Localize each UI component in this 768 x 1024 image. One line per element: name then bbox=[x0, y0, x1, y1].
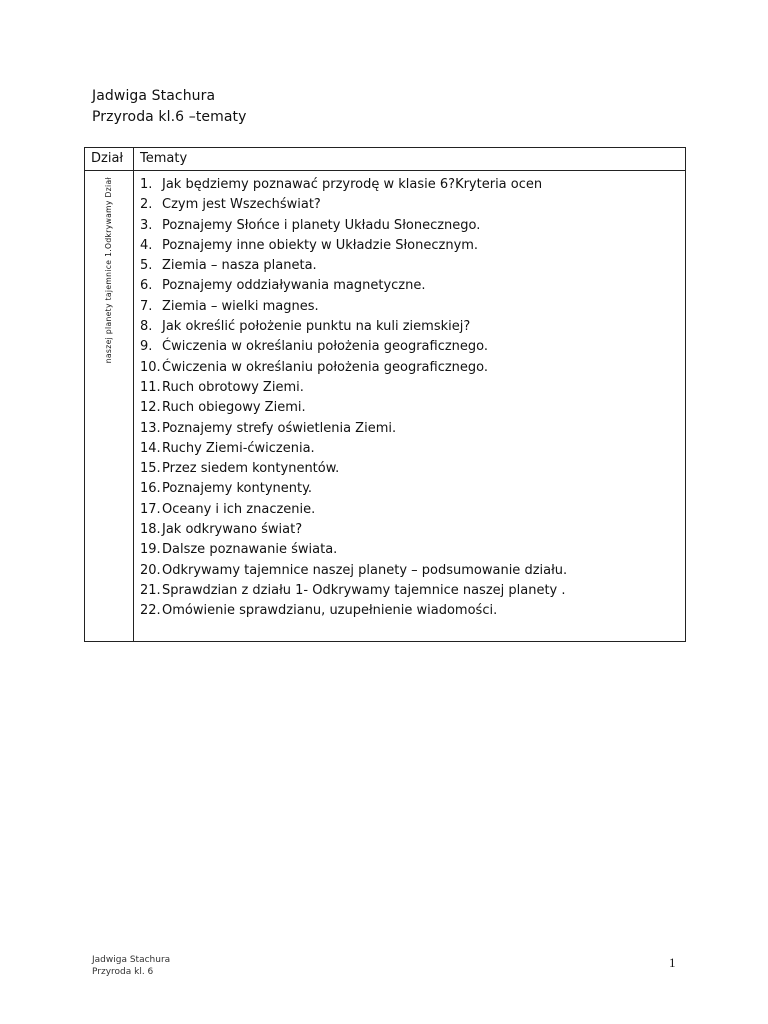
topic-text: Czym jest Wszechświat? bbox=[162, 197, 321, 213]
topic-number: 12. bbox=[140, 400, 161, 416]
column-header-topics: Tematy bbox=[134, 148, 686, 171]
list-item bbox=[140, 520, 685, 540]
list-item bbox=[140, 500, 685, 520]
topic-number: 19. bbox=[140, 542, 161, 558]
topics-table bbox=[84, 147, 686, 642]
topic-text: Poznajemy strefy oświetlenia Ziemi. bbox=[162, 420, 397, 436]
topic-text: Omówienie sprawdzianu, uzupełnienie wiadomości. bbox=[162, 603, 498, 619]
list-item bbox=[140, 378, 685, 398]
topic-text: Jak określić położenie punktu na kuli ziemskiej? bbox=[162, 319, 471, 335]
topic-text: Ruch obrotowy Ziemi. bbox=[162, 379, 304, 395]
list-item bbox=[140, 236, 685, 256]
topic-text: Ruch obiegowy Ziemi. bbox=[162, 400, 306, 416]
list-item bbox=[140, 479, 685, 499]
section-label: naszej planety tajemnice 1.Odkrywamy Dział bbox=[104, 177, 113, 364]
topic-text: Ćwiczenia w określaniu położenia geograficznego. bbox=[162, 359, 489, 375]
footer-author: Jadwiga Stachura bbox=[92, 955, 171, 965]
topic-number: 14. bbox=[140, 440, 161, 456]
list-item bbox=[140, 398, 685, 418]
topic-number: 17. bbox=[140, 501, 161, 517]
topic-text: Poznajemy kontynenty. bbox=[162, 481, 313, 497]
list-item bbox=[140, 439, 685, 459]
list-item bbox=[140, 459, 685, 479]
list-item bbox=[140, 195, 685, 215]
topic-number: 3. bbox=[140, 217, 153, 233]
list-item bbox=[140, 601, 685, 621]
topic-number: 7. bbox=[140, 298, 153, 314]
list-item bbox=[140, 175, 685, 195]
topic-number: 5. bbox=[140, 258, 153, 274]
topic-text: Ruchy Ziemi-ćwiczenia. bbox=[162, 440, 315, 456]
page-number: 1 bbox=[669, 955, 676, 970]
topic-number: 16. bbox=[140, 481, 161, 497]
topics-cell bbox=[134, 171, 686, 642]
list-item bbox=[140, 297, 685, 317]
list-item bbox=[140, 581, 685, 601]
topic-number: 4. bbox=[140, 237, 153, 253]
topic-number: 15. bbox=[140, 461, 161, 477]
topic-number: 9. bbox=[140, 339, 153, 355]
list-item bbox=[140, 419, 685, 439]
list-item bbox=[140, 540, 685, 560]
topic-number: 22. bbox=[140, 603, 161, 619]
footer-subject: Przyroda kl. 6 bbox=[92, 967, 154, 977]
topic-text: Dalsze poznawanie świata. bbox=[162, 542, 338, 558]
topic-number: 2. bbox=[140, 197, 153, 213]
topic-text: Ziemia – wielki magnes. bbox=[162, 298, 319, 314]
list-item bbox=[140, 561, 685, 581]
topic-number: 21. bbox=[140, 582, 161, 598]
header-subject: Przyroda kl.6 –tematy bbox=[92, 109, 247, 125]
list-item bbox=[140, 276, 685, 296]
topic-list bbox=[134, 171, 685, 622]
list-item bbox=[140, 256, 685, 276]
header-author: Jadwiga Stachura bbox=[92, 88, 216, 104]
document-header bbox=[92, 86, 247, 128]
topic-text: Jak będziemy poznawać przyrodę w klasie 6?Kryteria ocen bbox=[162, 177, 543, 192]
list-item bbox=[140, 317, 685, 337]
topic-text: Ziemia – nasza planeta. bbox=[162, 258, 317, 274]
section-cell bbox=[85, 171, 134, 642]
topic-number: 20. bbox=[140, 562, 161, 578]
topic-text: Jak odkrywano świat? bbox=[162, 522, 303, 538]
list-item bbox=[140, 358, 685, 378]
topic-number: 6. bbox=[140, 278, 153, 294]
topic-text: Sprawdzian z działu 1- Odkrywamy tajemnice naszej planety . bbox=[162, 582, 566, 598]
topic-text: Poznajemy oddziaływania magnetyczne. bbox=[162, 278, 426, 294]
topic-text: Oceany i ich znaczenie. bbox=[162, 501, 316, 517]
topic-number: 11. bbox=[140, 379, 161, 395]
table-row bbox=[85, 171, 686, 642]
table-header-row bbox=[85, 148, 686, 171]
topic-text: Poznajemy Słońce i planety Układu Słonecznego. bbox=[162, 217, 481, 233]
topic-number: 13. bbox=[140, 420, 161, 436]
list-item bbox=[140, 216, 685, 236]
topic-number: 10. bbox=[140, 359, 161, 375]
topic-number: 18. bbox=[140, 522, 161, 538]
topic-text: Ćwiczenia w określaniu położenia geograficznego. bbox=[162, 339, 489, 355]
column-header-section: Dział bbox=[85, 148, 134, 171]
list-item bbox=[140, 337, 685, 357]
page-footer bbox=[92, 954, 170, 978]
topic-text: Odkrywamy tajemnice naszej planety – podsumowanie działu. bbox=[162, 562, 568, 578]
topic-number: 1. bbox=[140, 177, 153, 192]
topic-number: 8. bbox=[140, 319, 153, 335]
topic-text: Przez siedem kontynentów. bbox=[162, 461, 340, 477]
topic-text: Poznajemy inne obiekty w Układzie Słonecznym. bbox=[162, 237, 479, 253]
